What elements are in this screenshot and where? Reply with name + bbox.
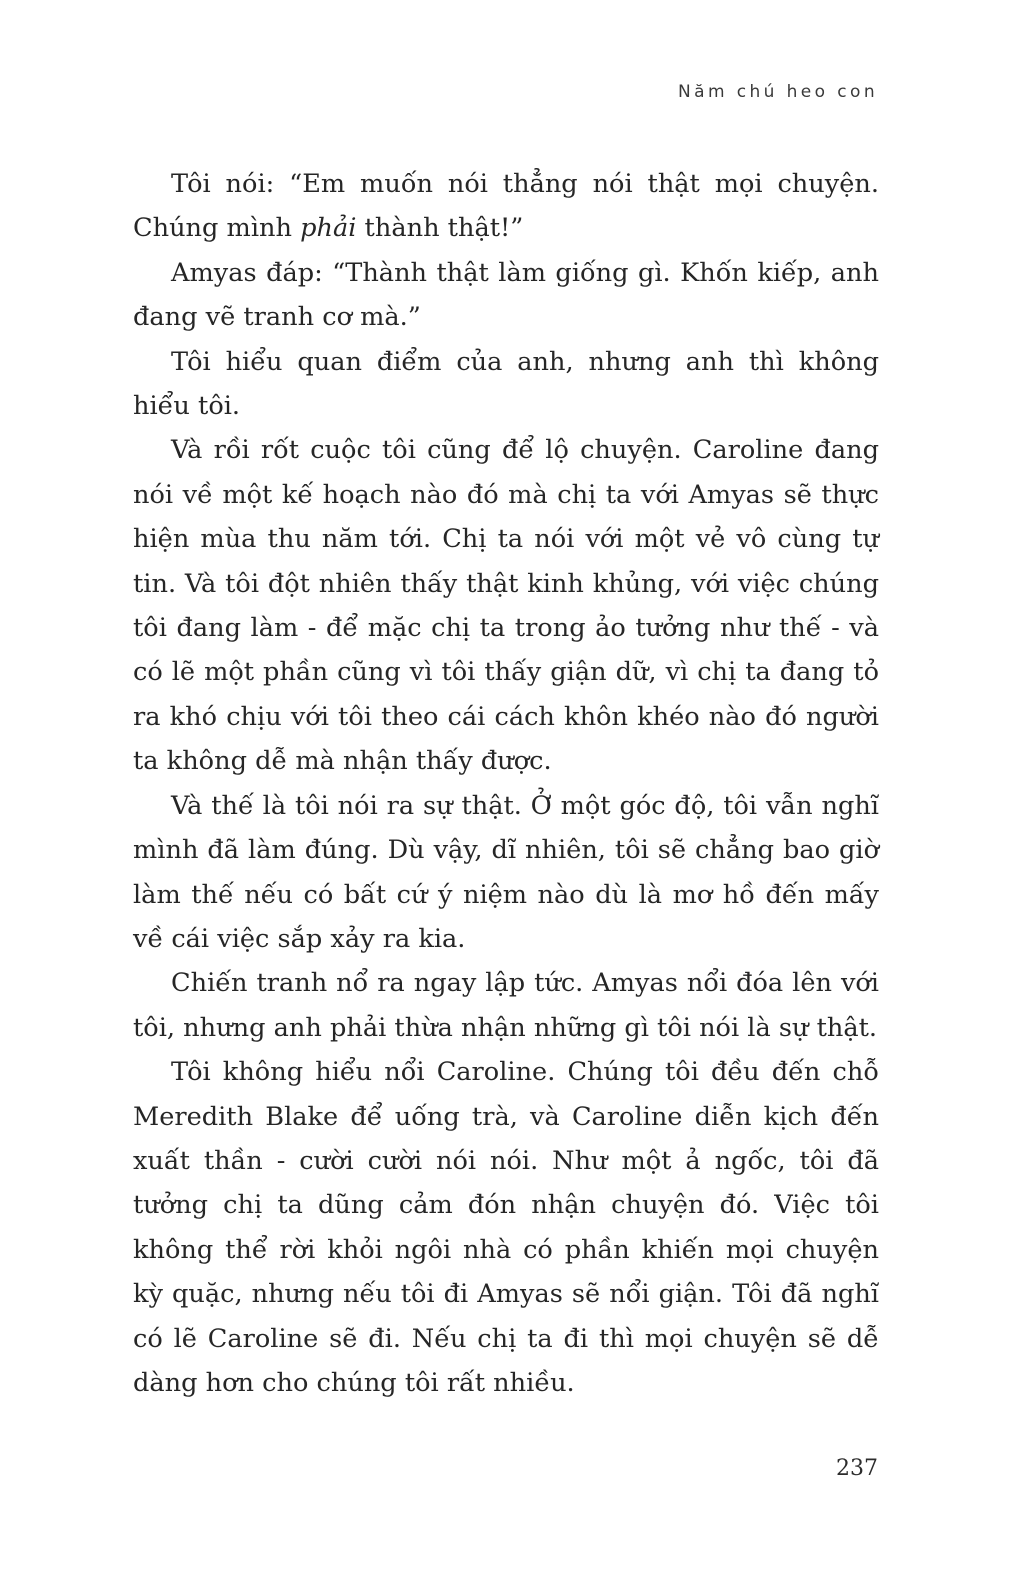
paragraph-1-text-after: thành thật!” — [356, 213, 524, 244]
paragraph-6: Chiến tranh nổ ra ngay lập tức. Amyas nổi đóa lên với tôi, nhưng anh phải thừa nhận những gì tôi nói là sự thật. — [133, 968, 879, 1043]
paragraph-4: Và rồi rốt cuộc tôi cũng để lộ chuyện. Caroline đang nói về một kế hoạch nào đó mà chị ta với Amyas sẽ thực hiện mùa thu năm tới. Chị ta nói với một vẻ vô cùng tự tin. Và tôi đột nhiên thấy thật kinh khủng, với việc chúng tôi đang làm - để mặc chị ta trong ảo tưởng như thế - và có lẽ một phần cũng vì tôi thấy giận dữ, vì chị ta đang tỏ ra khó chịu với tôi theo cái cách khôn khéo nào đó người ta không dễ mà nhận thấy được. — [133, 435, 879, 777]
paragraph-5: Và thế là tôi nói ra sự thật. Ở một góc độ, tôi vẫn nghĩ mình đã làm đúng. Dù vậy, dĩ nhiên, tôi sẽ chẳng bao giờ làm thế nếu có bất cứ ý niệm nào dù là mơ hồ đến mấy về cái việc sắp xảy ra kia. — [133, 790, 879, 954]
paragraph-7: Tôi không hiểu nổi Caroline. Chúng tôi đều đến chỗ Meredith Blake để uống trà, và Caroline diễn kịch đến xuất thần - cười cười nói nói. Như một ả ngốc, tôi đã tưởng chị ta dũng cảm đón nhận chuyện đó. Việc tôi không thể rời khỏi ngôi nhà có phần khiến mọi chuyện kỳ quặc, nhưng nếu tôi đi Amyas sẽ nổi giận. Tôi đã nghĩ có lẽ Caroline sẽ đi. Nếu chị ta đi thì mọi chuyện sẽ dễ dàng hơn cho chúng tôi rất nhiều. — [133, 1057, 879, 1398]
body-text — [133, 162, 879, 1405]
page-number: 237 — [836, 1456, 878, 1481]
running-header-title: Năm chú heo con — [678, 82, 878, 102]
paragraph-1-emphasis: phải — [300, 213, 357, 244]
paragraph-1-text-before: Tôi nói: “Em muốn nói thẳng nói thật mọi chuyện. Chúng mình — [133, 169, 879, 244]
paragraph-2: Amyas đáp: “Thành thật làm giống gì. Khốn kiếp, anh đang vẽ tranh cơ mà.” — [133, 257, 879, 333]
paragraph-1 — [133, 162, 879, 251]
paragraph-3: Tôi hiểu quan điểm của anh, nhưng anh thì không hiểu tôi. — [133, 346, 879, 422]
